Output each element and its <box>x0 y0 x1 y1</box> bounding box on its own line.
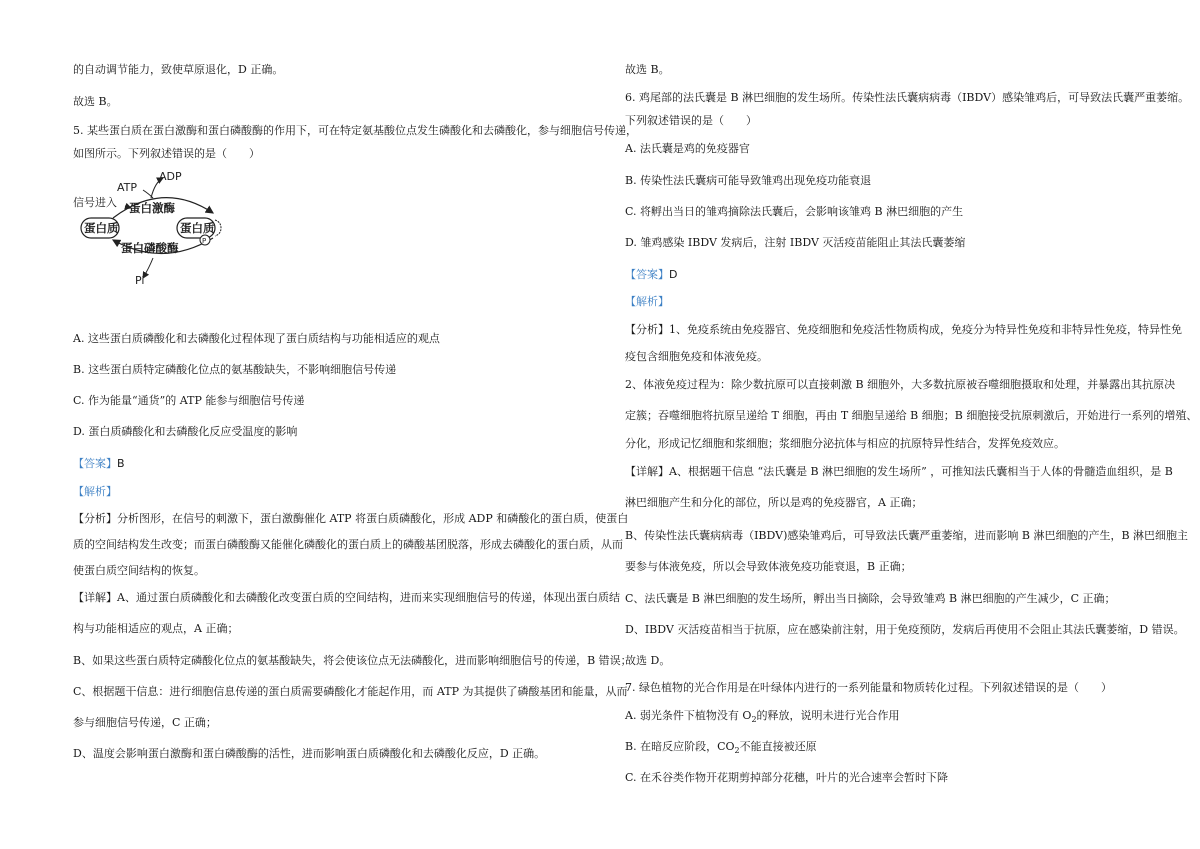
answer-value: D <box>669 268 678 281</box>
answer-value: B <box>117 457 125 470</box>
option-b: B. 传染性法氏囊病可能导致雏鸡出现免疫功能衰退 <box>625 174 872 187</box>
detail-line: 【详解】A、通过蛋白质磷酸化和去磷酸化改变蛋白质的空间结构，进而来实现细胞信号的传递，体现出蛋白质结 <box>73 591 620 604</box>
analysis-line: 定簇；吞噬细胞将抗原呈递给 T 细胞，再由 T 细胞呈递给 B 细胞；B 细胞接受抗原刺激后，开始进行一系列的增殖、 <box>625 409 1198 422</box>
phosphorylation-diagram <box>73 168 243 288</box>
option-d: D. 蛋白质磷酸化和去磷酸化反应受温度的影响 <box>73 425 298 438</box>
phosphatase-label: 蛋白磷酸酶 <box>121 241 179 255</box>
analysis-line: 使蛋白质空间结构的恢复。 <box>73 564 205 577</box>
atp-line <box>143 190 153 198</box>
detail-line: 构与功能相适应的观点，A 正确； <box>73 622 239 635</box>
detail-line: 淋巴细胞产生和分化的部位，所以是鸡的免疫器官，A 正确； <box>625 496 923 509</box>
option-b-text: 不能直接被还原 <box>739 740 817 753</box>
option-b-text: B. 在暗反应阶段，CO <box>625 740 735 753</box>
text-line: 故选 B。 <box>625 63 670 76</box>
analysis-line: 2、体液免疫过程为：除少数抗原可以直接刺激 B 细胞外，大多数抗原被吞噬细胞摄取和处理，并暴露出其抗原决 <box>625 378 1176 391</box>
option-a: A. 法氏囊是鸡的免疫器官 <box>625 142 750 155</box>
atp-label: ATP <box>117 181 138 194</box>
detail-line: 参与细胞信号传递，C 正确； <box>73 716 217 729</box>
option-a-text: A. 弱光条件下植物没有 O <box>625 709 752 722</box>
detail-line: C、根据题干信息：进行细胞信息传递的蛋白质需要磷酸化才能起作用，而 ATP 为其提供了磷酸基团和能量，从而 <box>73 685 628 698</box>
answer-tag: 【答案】 <box>73 457 117 470</box>
signal-label: 信号进入 <box>73 196 117 209</box>
answer-line <box>625 268 677 282</box>
detail-line: 要参与体液免疫，所以会导致体液免疫功能衰退，B 正确； <box>625 560 912 573</box>
text-line: 的自动调节能力，致使草原退化，D 正确。 <box>73 63 284 76</box>
subscript: 2 <box>751 715 757 725</box>
protein-right-label: 蛋白质 <box>180 221 215 235</box>
option-a-text: 的释放，说明未进行光合作用 <box>756 709 900 722</box>
detail-line: B、如果这些蛋白质特定磷酸化位点的氨基酸缺失，将会使该位点无法磷酸化，进而影响细胞信号的传递，B 错误； <box>73 654 632 667</box>
detail-line: D、IBDV 灭活疫苗相当于抗原，应在感染前注射，用于免疫预防，发病后再使用不会阻止其法氏囊萎缩，D 错误。 <box>625 623 1185 636</box>
question-7-stem: 7. 绿色植物的光合作用是在叶绿体内进行的一系列能量和物质转化过程。下列叙述错误的是（ ） <box>625 681 1112 694</box>
detail-line: C、法氏囊是 B 淋巴细胞的发生场所，孵出当日摘除，会导致雏鸡 B 淋巴细胞的产生减少，C 正确； <box>625 592 1116 605</box>
option-c: C. 作为能量“通货”的 ATP 能参与细胞信号传递 <box>73 394 305 407</box>
analysis-line: 质的空间结构发生改变；而蛋白磷酸酶又能催化磷酸化的蛋白质上的磷酸基团脱落，形成去磷酸化的蛋白质，从而 <box>73 538 623 551</box>
answer-tag: 【答案】 <box>625 268 669 281</box>
protein-coil <box>215 220 221 236</box>
protein-left-label: 蛋白质 <box>84 221 119 235</box>
answer-line <box>73 457 125 471</box>
analysis-line: 分化，形成记忆细胞和浆细胞；浆细胞分泌抗体与相应的抗原特异性结合，发挥免疫效应。 <box>625 437 1065 450</box>
option-c: C. 在禾谷类作物开花期剪掉部分花穗，叶片的光合速率会暂时下降 <box>625 771 949 784</box>
text-line: 故选 D。 <box>625 654 671 667</box>
subscript: 2 <box>734 746 740 756</box>
question-5-stem: 如图所示。下列叙述错误的是（ ） <box>73 147 260 160</box>
detail-line: 【详解】A、根据题干信息 “法氏囊是 B 淋巴细胞的发生场所” ，可推知法氏囊相当于人体的骨髓造血组织，是 B <box>625 465 1173 478</box>
option-b <box>625 740 817 758</box>
detail-line: D、温度会影响蛋白激酶和蛋白磷酸酶的活性，进而影响蛋白质磷酸化和去磷酸化反应，D 正确。 <box>73 747 546 760</box>
analysis-line: 【分析】分析图形，在信号的刺激下，蛋白激酶催化 ATP 将蛋白质磷酸化，形成 ADP 和磷酸化的蛋白质，使蛋白 <box>73 512 629 525</box>
option-c: C. 将孵出当日的雏鸡摘除法氏囊后，会影响该雏鸡 B 淋巴细胞的产生 <box>625 205 964 218</box>
pi-label: Pi <box>135 274 145 287</box>
pi-arrow <box>143 258 153 278</box>
question-6-stem: 6. 鸡尾部的法氏囊是 B 淋巴细胞的发生场所。传染性法氏囊病病毒（IBDV）感染雏鸡后，可导致法氏囊严重萎缩。 <box>625 91 1190 104</box>
analysis-line: 【分析】1、免疫系统由免疫器官、免疫细胞和免疫活性物质构成，免疫分为特异性免疫和非特异性免疫，特异性免 <box>625 323 1182 336</box>
phosphate-label: P <box>202 237 207 245</box>
question-5-stem: 5. 某些蛋白质在蛋白激酶和蛋白磷酸酶的作用下，可在特定氨基酸位点发生磷酸化和去磷酸化，参与细胞信号传递， <box>73 124 637 137</box>
analysis-line: 疫包含细胞免疫和体液免疫。 <box>625 350 768 363</box>
option-d: D. 雏鸡感染 IBDV 发病后，注射 IBDV 灭活疫苗能阻止其法氏囊萎缩 <box>625 236 966 249</box>
option-a <box>625 709 900 727</box>
adp-label: ADP <box>159 170 182 183</box>
text-line: 故选 B。 <box>73 95 118 108</box>
option-b: B. 这些蛋白质特定磷酸化位点的氨基酸缺失，不影响细胞信号传递 <box>73 363 397 376</box>
detail-line: B、传染性法氏囊病病毒（IBDV)感染雏鸡后，可导致法氏囊严重萎缩，进而影响 B 淋巴细胞的产生，B 淋巴细胞主 <box>625 529 1189 542</box>
option-a: A. 这些蛋白质磷酸化和去磷酸化过程体现了蛋白质结构与功能相适应的观点 <box>73 332 440 345</box>
kinase-label: 蛋白激酶 <box>129 201 175 215</box>
analysis-tag: 【解析】 <box>73 485 117 498</box>
question-6-stem: 下列叙述错误的是（ ） <box>625 114 757 127</box>
analysis-tag: 【解析】 <box>625 295 669 308</box>
